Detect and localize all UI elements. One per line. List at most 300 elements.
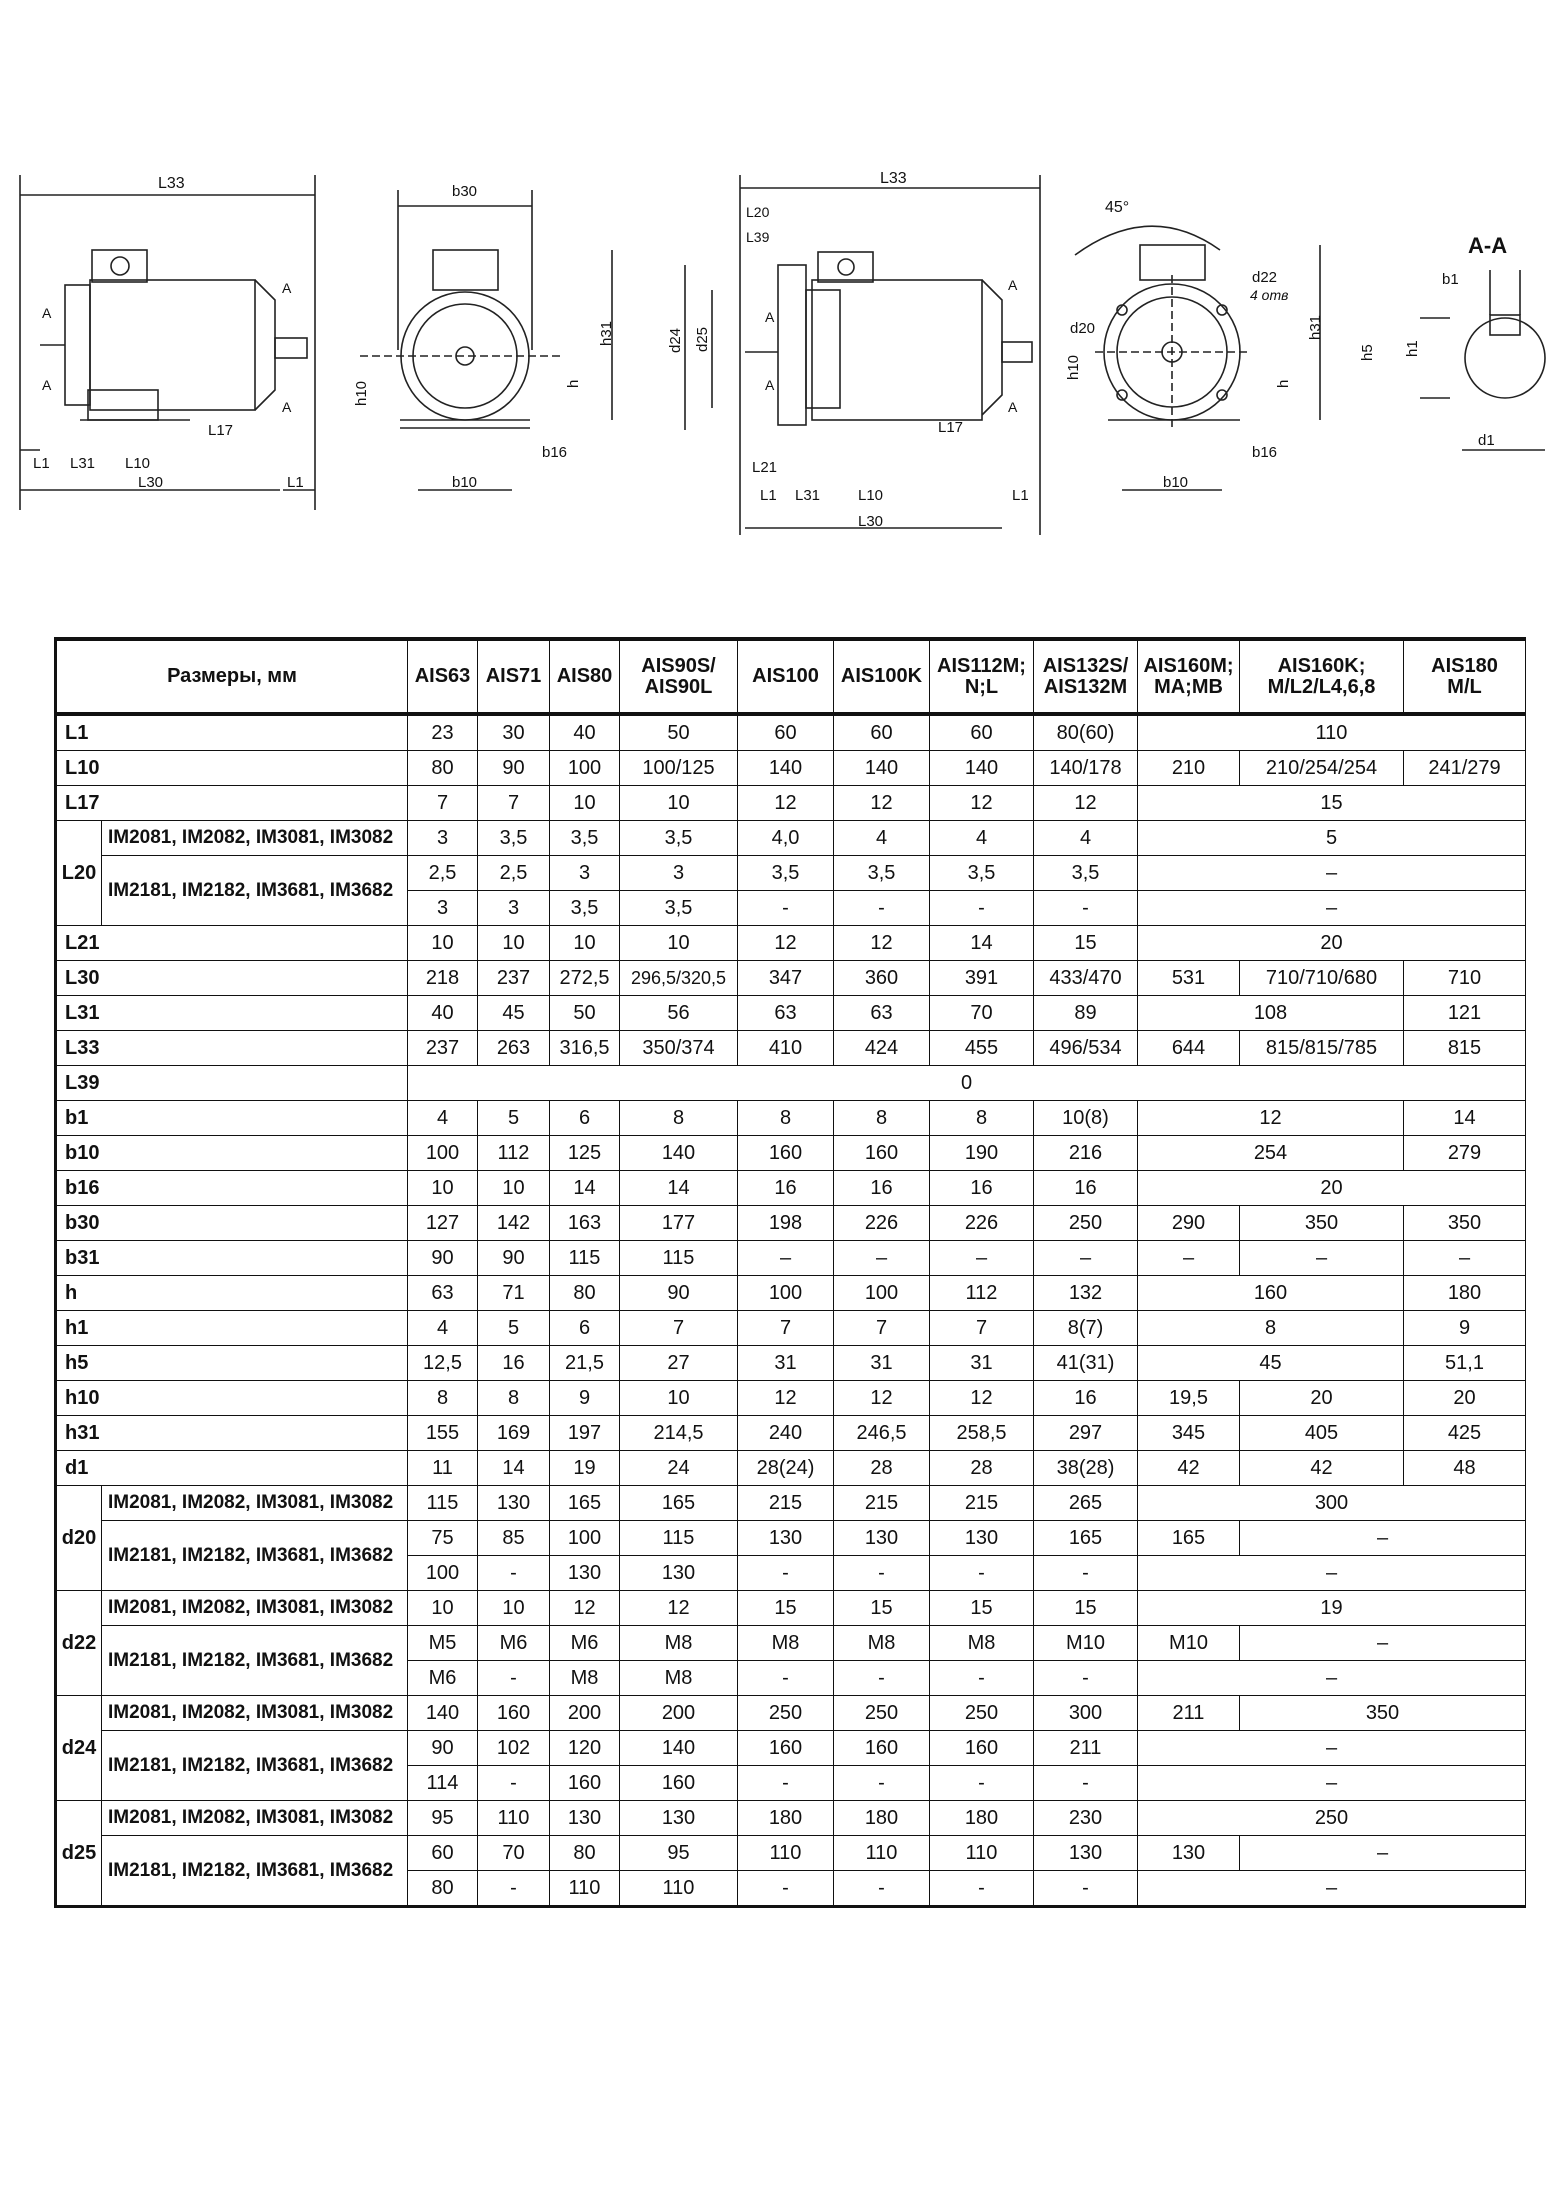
angle-label: 45° xyxy=(1105,199,1130,216)
table-row xyxy=(56,1101,1526,1136)
row-label: L31 xyxy=(56,996,408,1031)
cell: 240 xyxy=(738,1416,834,1451)
cell: 218 xyxy=(408,961,478,996)
mount-label: IM2181, IM2182, IM3681, IM3682 xyxy=(102,1731,408,1801)
cell: 3 xyxy=(408,821,478,856)
dim-h10-flange-label: h10 xyxy=(1065,354,1082,380)
cell: 4 xyxy=(930,821,1034,856)
cell: 45 xyxy=(1138,1346,1404,1381)
cell: 31 xyxy=(930,1346,1034,1381)
cell: - xyxy=(1034,891,1138,926)
header-model-7: AIS132S/ AIS132M xyxy=(1034,639,1138,714)
cell: 263 xyxy=(478,1031,550,1066)
cell: 8 xyxy=(930,1101,1034,1136)
cell: 85 xyxy=(478,1521,550,1556)
table-row xyxy=(56,1241,1526,1276)
dim-L31-label: L31 xyxy=(70,455,96,472)
cell: 215 xyxy=(834,1486,930,1521)
cell: 89 xyxy=(1034,996,1138,1031)
table-row xyxy=(56,1311,1526,1346)
cell: 10 xyxy=(550,786,620,821)
cell: 10(8) xyxy=(1034,1101,1138,1136)
cell: 110 xyxy=(1138,714,1526,751)
cell: 14 xyxy=(478,1451,550,1486)
cell: 6 xyxy=(550,1101,620,1136)
cell: 42 xyxy=(1138,1451,1240,1486)
cell: 125 xyxy=(550,1136,620,1171)
table-row xyxy=(56,1836,1526,1871)
cell: 7 xyxy=(930,1311,1034,1346)
cell: 190 xyxy=(930,1136,1034,1171)
cell: 226 xyxy=(930,1206,1034,1241)
dim-d25-label: d25 xyxy=(694,326,711,352)
cell: 100 xyxy=(408,1136,478,1171)
cell: – xyxy=(1138,1241,1240,1276)
cell: 95 xyxy=(408,1801,478,1836)
cell: 15 xyxy=(1034,1591,1138,1626)
cell: 246,5 xyxy=(834,1416,930,1451)
cell: 90 xyxy=(408,1731,478,1766)
cell: 12 xyxy=(738,926,834,961)
dim-b10-flange-label: b10 xyxy=(1163,474,1189,491)
cell: 28 xyxy=(834,1451,930,1486)
cell: 12 xyxy=(834,926,930,961)
cell: 3 xyxy=(620,856,738,891)
cell: 10 xyxy=(408,926,478,961)
technical-drawings xyxy=(0,150,1555,550)
row-label: b30 xyxy=(56,1206,408,1241)
cell: 300 xyxy=(1034,1696,1138,1731)
table-row xyxy=(56,1591,1526,1626)
mount-label: IM2181, IM2182, IM3681, IM3682 xyxy=(102,1836,408,1907)
header-model-8: AIS160M; MA;MB xyxy=(1138,639,1240,714)
dimensions-table xyxy=(54,637,1526,1908)
cell: 14 xyxy=(550,1171,620,1206)
cell: 70 xyxy=(478,1836,550,1871)
cell: 250 xyxy=(930,1696,1034,1731)
dim-h-flange-label: h xyxy=(1275,379,1292,388)
dim-h31-label: h31 xyxy=(598,320,615,346)
cell: - xyxy=(738,891,834,926)
dim-h1-label: h1 xyxy=(1404,340,1421,357)
table-row xyxy=(56,714,1526,751)
cell: 10 xyxy=(408,1591,478,1626)
cell: 169 xyxy=(478,1416,550,1451)
table-row xyxy=(56,821,1526,856)
cell: 16 xyxy=(930,1171,1034,1206)
cell: – xyxy=(1240,1836,1526,1871)
cell: 160 xyxy=(1138,1276,1404,1311)
mount-label: IM2081, IM2082, IM3081, IM3082 xyxy=(102,1591,408,1626)
cell: 165 xyxy=(1034,1521,1138,1556)
cell: - xyxy=(738,1556,834,1591)
cell: 110 xyxy=(620,1871,738,1907)
dim-L30-label: L30 xyxy=(138,474,164,491)
cell: M6 xyxy=(478,1626,550,1661)
dim-holes-label: 4 отв xyxy=(1250,287,1289,303)
cell: 75 xyxy=(408,1521,478,1556)
row-label: d20 xyxy=(56,1486,102,1591)
cell: 160 xyxy=(550,1766,620,1801)
cell: M5 xyxy=(408,1626,478,1661)
header-model-6: AIS112M; N;L xyxy=(930,639,1034,714)
dim-h-label: h xyxy=(565,379,582,388)
cell: 140 xyxy=(834,751,930,786)
cell: 211 xyxy=(1034,1731,1138,1766)
section-a-a-drawing xyxy=(1359,233,1545,450)
cell: 214,5 xyxy=(620,1416,738,1451)
cell: 63 xyxy=(408,1276,478,1311)
cell: 15 xyxy=(1034,926,1138,961)
cell: 496/534 xyxy=(1034,1031,1138,1066)
cell: 180 xyxy=(834,1801,930,1836)
cell: 296,5/320,5 xyxy=(620,961,738,996)
cell: 60 xyxy=(738,714,834,751)
cell: 108 xyxy=(1138,996,1404,1031)
cell: 180 xyxy=(738,1801,834,1836)
section-mark-a-2: A xyxy=(42,377,52,393)
cell: 40 xyxy=(550,714,620,751)
mount-label: IM2081, IM2082, IM3081, IM3082 xyxy=(102,1801,408,1836)
cell: 95 xyxy=(620,1836,738,1871)
cell: M6 xyxy=(550,1626,620,1661)
cell: 644 xyxy=(1138,1031,1240,1066)
cell: 42 xyxy=(1240,1451,1404,1486)
row-label: L10 xyxy=(56,751,408,786)
cell: - xyxy=(834,1871,930,1907)
cell: 710 xyxy=(1404,961,1526,996)
cell: 80(60) xyxy=(1034,714,1138,751)
cell: 140 xyxy=(738,751,834,786)
cell: 4,0 xyxy=(738,821,834,856)
mount-label: IM2181, IM2182, IM3681, IM3682 xyxy=(102,1626,408,1696)
row-label: L21 xyxy=(56,926,408,961)
table-row xyxy=(56,1206,1526,1241)
cell: 130 xyxy=(620,1556,738,1591)
cell: 3 xyxy=(550,856,620,891)
cell: 160 xyxy=(478,1696,550,1731)
dim-L21-label: L21 xyxy=(752,459,778,476)
table-row xyxy=(56,1416,1526,1451)
cell: 230 xyxy=(1034,1801,1138,1836)
cell: – xyxy=(1240,1626,1526,1661)
side-view-flange-drawing xyxy=(667,170,1040,535)
cell: 90 xyxy=(620,1276,738,1311)
cell: 45 xyxy=(478,996,550,1031)
section-mark-a-4: A xyxy=(282,399,292,415)
cell: 3,5 xyxy=(930,856,1034,891)
cell: 28 xyxy=(930,1451,1034,1486)
dim-b1-section-label: b1 xyxy=(1442,271,1459,288)
table-row xyxy=(56,1521,1526,1556)
cell: 165 xyxy=(550,1486,620,1521)
dim-d22-label: d22 xyxy=(1252,269,1278,286)
dim-L1-right-label: L1 xyxy=(287,474,304,491)
cell: 115 xyxy=(620,1521,738,1556)
cell: 16 xyxy=(478,1346,550,1381)
cell: 250 xyxy=(738,1696,834,1731)
cell: 391 xyxy=(930,961,1034,996)
cell: 115 xyxy=(550,1241,620,1276)
table-row xyxy=(56,961,1526,996)
cell: 5 xyxy=(1138,821,1526,856)
cell: 8 xyxy=(738,1101,834,1136)
row-label: b16 xyxy=(56,1171,408,1206)
cell: 165 xyxy=(1138,1521,1240,1556)
cell: 10 xyxy=(478,926,550,961)
cell: 23 xyxy=(408,714,478,751)
cell: M8 xyxy=(834,1626,930,1661)
cell: 20 xyxy=(1240,1381,1404,1416)
row-label: d24 xyxy=(56,1696,102,1801)
cell: 19 xyxy=(550,1451,620,1486)
drawings-svg xyxy=(0,150,1555,550)
cell: 115 xyxy=(620,1241,738,1276)
cell: 19 xyxy=(1138,1591,1526,1626)
cell: – xyxy=(1138,1556,1526,1591)
cell: - xyxy=(930,891,1034,926)
cell: 140 xyxy=(408,1696,478,1731)
cell: - xyxy=(478,1556,550,1591)
table-row xyxy=(56,996,1526,1031)
cell: – xyxy=(1138,1731,1526,1766)
cell: 3,5 xyxy=(550,821,620,856)
cell: 80 xyxy=(550,1836,620,1871)
dim-L31-flange-label: L31 xyxy=(795,487,821,504)
cell: - xyxy=(930,1871,1034,1907)
cell: 140 xyxy=(620,1731,738,1766)
cell: 316,5 xyxy=(550,1031,620,1066)
dim-b30-label: b30 xyxy=(452,183,478,200)
cell: 71 xyxy=(478,1276,550,1311)
cell: 115 xyxy=(408,1486,478,1521)
row-label: h31 xyxy=(56,1416,408,1451)
cell: 112 xyxy=(478,1136,550,1171)
cell: 130 xyxy=(834,1521,930,1556)
cell: 50 xyxy=(620,714,738,751)
cell: 8 xyxy=(478,1381,550,1416)
cell: 4 xyxy=(834,821,930,856)
table-header-row xyxy=(56,639,1526,714)
dimensions-table-wrap xyxy=(54,637,1524,1908)
cell: 9 xyxy=(550,1381,620,1416)
table-row xyxy=(56,1171,1526,1206)
cell: 160 xyxy=(738,1136,834,1171)
cell: 14 xyxy=(930,926,1034,961)
cell: - xyxy=(1034,1871,1138,1907)
cell: 237 xyxy=(478,961,550,996)
cell: 7 xyxy=(478,786,550,821)
cell: 237 xyxy=(408,1031,478,1066)
header-model-9: AIS160K; M/L2/L4,6,8 xyxy=(1240,639,1404,714)
cell: - xyxy=(930,1556,1034,1591)
cell: 531 xyxy=(1138,961,1240,996)
dim-b10-label: b10 xyxy=(452,474,478,491)
cell: 15 xyxy=(930,1591,1034,1626)
cell: 14 xyxy=(1404,1101,1526,1136)
cell: M8 xyxy=(930,1626,1034,1661)
cell: 10 xyxy=(620,786,738,821)
cell: 16 xyxy=(738,1171,834,1206)
cell: 210 xyxy=(1138,751,1240,786)
dim-L33-label: L33 xyxy=(158,175,185,192)
cell: 4 xyxy=(1034,821,1138,856)
cell: 51,1 xyxy=(1404,1346,1526,1381)
cell: 60 xyxy=(930,714,1034,751)
cell: 10 xyxy=(550,926,620,961)
cell: 9 xyxy=(1404,1311,1526,1346)
row-label: L30 xyxy=(56,961,408,996)
cell: 155 xyxy=(408,1416,478,1451)
dim-L10-flange-label: L10 xyxy=(858,487,884,504)
cell: 100/125 xyxy=(620,751,738,786)
side-view-drawing xyxy=(20,175,315,510)
cell: 12 xyxy=(738,1381,834,1416)
cell: 290 xyxy=(1138,1206,1240,1241)
dim-L17-label: L17 xyxy=(208,422,234,439)
cell: 160 xyxy=(738,1731,834,1766)
table-row xyxy=(56,1381,1526,1416)
cell: 3,5 xyxy=(620,891,738,926)
cell: 102 xyxy=(478,1731,550,1766)
cell: 90 xyxy=(408,1241,478,1276)
cell: 112 xyxy=(930,1276,1034,1311)
cell: 265 xyxy=(1034,1486,1138,1521)
mount-label: IM2081, IM2082, IM3081, IM3082 xyxy=(102,1486,408,1521)
cell: 31 xyxy=(738,1346,834,1381)
header-model-2: AIS80 xyxy=(550,639,620,714)
cell: 3,5 xyxy=(550,891,620,926)
cell: 6 xyxy=(550,1311,620,1346)
cell: 250 xyxy=(834,1696,930,1731)
cell: 130 xyxy=(620,1801,738,1836)
mount-label: IM2181, IM2182, IM3681, IM3682 xyxy=(102,1521,408,1591)
cell: 197 xyxy=(550,1416,620,1451)
cell: 160 xyxy=(834,1136,930,1171)
cell: – xyxy=(1138,1871,1526,1907)
cell: 8 xyxy=(620,1101,738,1136)
cell: 100 xyxy=(834,1276,930,1311)
cell: 350 xyxy=(1240,1696,1526,1731)
cell: 258,5 xyxy=(930,1416,1034,1451)
cell: 211 xyxy=(1138,1696,1240,1731)
cell: 8 xyxy=(1138,1311,1404,1346)
cell: 41(31) xyxy=(1034,1346,1138,1381)
cell: 70 xyxy=(930,996,1034,1031)
cell: 4 xyxy=(408,1311,478,1346)
table-row xyxy=(56,1031,1526,1066)
cell: – xyxy=(1240,1521,1526,1556)
cell: 250 xyxy=(1138,1801,1526,1836)
cell: 20 xyxy=(1138,926,1526,961)
cell: - xyxy=(834,1661,930,1696)
cell: – xyxy=(738,1241,834,1276)
dim-L10-label: L10 xyxy=(125,455,151,472)
row-label: h xyxy=(56,1276,408,1311)
cell: 130 xyxy=(738,1521,834,1556)
cell: 2,5 xyxy=(408,856,478,891)
dim-d24-label: d24 xyxy=(667,327,684,353)
cell: 110 xyxy=(478,1801,550,1836)
cell: 15 xyxy=(1138,786,1526,821)
cell: – xyxy=(1138,891,1526,926)
cell: 140 xyxy=(620,1136,738,1171)
cell: 24 xyxy=(620,1451,738,1486)
cell: 120 xyxy=(550,1731,620,1766)
cell: 56 xyxy=(620,996,738,1031)
table-row xyxy=(56,751,1526,786)
cell: M8 xyxy=(738,1626,834,1661)
row-label: L33 xyxy=(56,1031,408,1066)
cell: 216 xyxy=(1034,1136,1138,1171)
cell: 21,5 xyxy=(550,1346,620,1381)
cell: 215 xyxy=(738,1486,834,1521)
cell: 80 xyxy=(408,751,478,786)
section-mark-a-3: A xyxy=(282,280,292,296)
cell: 165 xyxy=(620,1486,738,1521)
cell: - xyxy=(1034,1766,1138,1801)
table-row xyxy=(56,856,1526,891)
cell: 163 xyxy=(550,1206,620,1241)
cell: 10 xyxy=(620,1381,738,1416)
dim-L17-flange-label: L17 xyxy=(938,419,964,436)
cell: 710/710/680 xyxy=(1240,961,1404,996)
table-row xyxy=(56,1066,1526,1101)
cell: 3 xyxy=(408,891,478,926)
cell: 100 xyxy=(408,1556,478,1591)
cell: 12 xyxy=(550,1591,620,1626)
cell: 8 xyxy=(408,1381,478,1416)
cell: 28(24) xyxy=(738,1451,834,1486)
cell: 180 xyxy=(1404,1276,1526,1311)
cell: - xyxy=(478,1661,550,1696)
section-mark-a-5: A xyxy=(765,309,775,325)
cell: 130 xyxy=(930,1521,1034,1556)
cell: 160 xyxy=(834,1731,930,1766)
header-model-3: AIS90S/ AIS90L xyxy=(620,639,738,714)
cell: 3,5 xyxy=(1034,856,1138,891)
cell: - xyxy=(1034,1556,1138,1591)
row-label: d1 xyxy=(56,1451,408,1486)
cell: 38(28) xyxy=(1034,1451,1138,1486)
dim-L33-flange-label: L33 xyxy=(880,170,907,187)
table-row xyxy=(56,1626,1526,1661)
cell: 140/178 xyxy=(1034,751,1138,786)
cell: 410 xyxy=(738,1031,834,1066)
cell: 80 xyxy=(408,1871,478,1907)
dim-h31-flange-label: h31 xyxy=(1307,314,1324,340)
cell: 350/374 xyxy=(620,1031,738,1066)
row-label: b1 xyxy=(56,1101,408,1136)
cell: - xyxy=(738,1661,834,1696)
table-row xyxy=(56,786,1526,821)
table-row xyxy=(56,1276,1526,1311)
cell: – xyxy=(1034,1241,1138,1276)
cell: – xyxy=(930,1241,1034,1276)
cell: 63 xyxy=(834,996,930,1031)
cell: M8 xyxy=(620,1661,738,1696)
cell: 241/279 xyxy=(1404,751,1526,786)
cell: - xyxy=(930,1766,1034,1801)
cell: 7 xyxy=(738,1311,834,1346)
header-model-5: AIS100K xyxy=(834,639,930,714)
cell: 279 xyxy=(1404,1136,1526,1171)
cell: 12 xyxy=(620,1591,738,1626)
front-view-foot-drawing xyxy=(353,183,615,491)
cell: 130 xyxy=(478,1486,550,1521)
cell: 12 xyxy=(930,786,1034,821)
cell: 350 xyxy=(1404,1206,1526,1241)
